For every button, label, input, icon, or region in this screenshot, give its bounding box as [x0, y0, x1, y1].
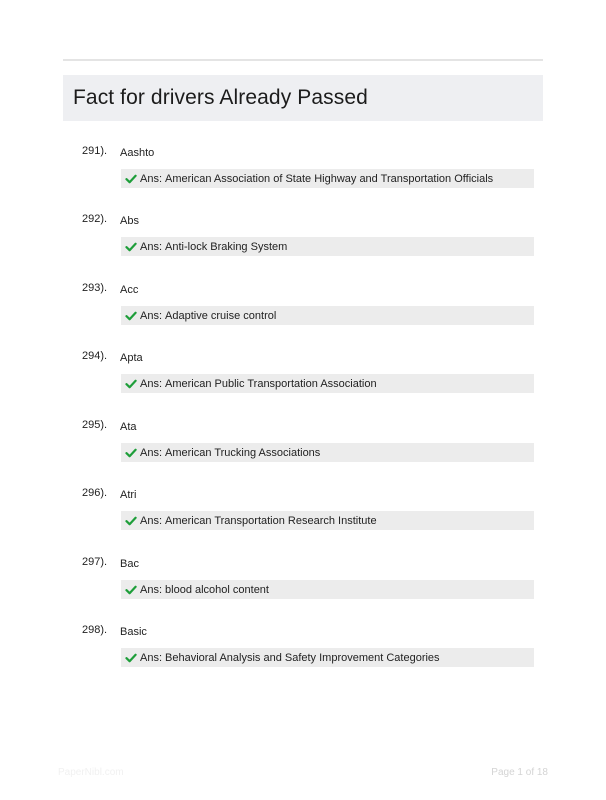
question-text: Ata [120, 421, 137, 433]
list-item [0, 145, 606, 205]
list-item [0, 350, 606, 410]
answer-text: American Trucking Associations [165, 446, 321, 459]
title-bar [63, 75, 543, 121]
answer-box [121, 237, 534, 256]
list-item [0, 624, 606, 684]
answer-box [121, 580, 534, 599]
answer-prefix: Ans: [140, 583, 163, 596]
answer-box [121, 374, 534, 393]
answer-prefix: Ans: [140, 651, 163, 664]
question-text: Basic [120, 626, 147, 638]
check-icon [125, 447, 137, 459]
answer-prefix: Ans: [140, 446, 163, 459]
list-item [0, 213, 606, 273]
answer-box [121, 511, 534, 530]
question-text: Bac [120, 558, 139, 570]
page-number: Page 1 of 18 [491, 767, 548, 778]
check-icon [125, 584, 137, 596]
answer-prefix: Ans: [140, 309, 163, 322]
answer-prefix: Ans: [140, 377, 163, 390]
answer-text: Behavioral Analysis and Safety Improvement Categories [165, 651, 440, 664]
question-text: Apta [120, 352, 143, 364]
question-number: 296). [82, 487, 108, 499]
answer-text: American Public Transportation Association [165, 377, 377, 390]
question-number: 298). [82, 624, 108, 636]
answer-text: Adaptive cruise control [165, 309, 277, 322]
footer-watermark: PaperNibl.com [58, 767, 124, 778]
question-number: 293). [82, 282, 108, 294]
answer-box [121, 306, 534, 325]
top-divider [63, 59, 543, 61]
check-icon [125, 652, 137, 664]
question-number: 292). [82, 213, 108, 225]
question-number: 294). [82, 350, 108, 362]
list-item [0, 487, 606, 547]
check-icon [125, 173, 137, 185]
answer-box [121, 648, 534, 667]
question-number: 291). [82, 145, 108, 157]
question-text: Abs [120, 215, 139, 227]
question-number: 297). [82, 556, 108, 568]
answer-box [121, 443, 534, 462]
check-icon [125, 378, 137, 390]
answer-text: American Transportation Research Institute [165, 514, 377, 527]
check-icon [125, 241, 137, 253]
list-item [0, 282, 606, 342]
answer-prefix: Ans: [140, 240, 163, 253]
check-icon [125, 515, 137, 527]
question-number: 295). [82, 419, 108, 431]
answer-text: blood alcohol content [165, 583, 269, 596]
list-item [0, 556, 606, 616]
answer-text: Anti-lock Braking System [165, 240, 288, 253]
answer-text: American Association of State Highway and Transportation Officials [165, 172, 494, 185]
answer-box [121, 169, 534, 188]
question-text: Acc [120, 284, 139, 296]
list-item [0, 419, 606, 479]
check-icon [125, 310, 137, 322]
page-title: Fact for drivers Already Passed [73, 86, 368, 109]
answer-prefix: Ans: [140, 514, 163, 527]
answer-prefix: Ans: [140, 172, 163, 185]
question-text: Atri [120, 489, 137, 501]
question-text: Aashto [120, 147, 155, 159]
